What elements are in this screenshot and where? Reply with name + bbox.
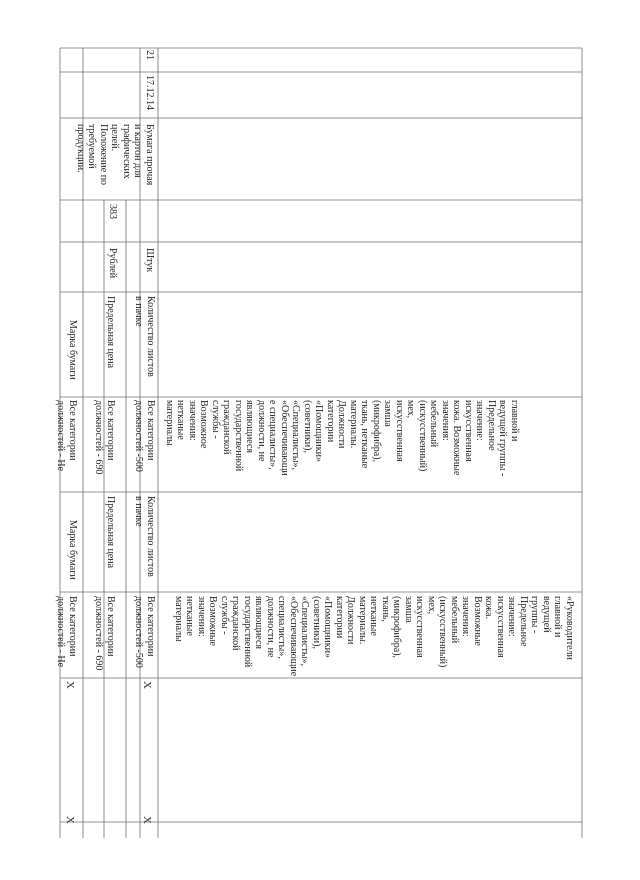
sheets-value: Все категории должностей -500 bbox=[133, 400, 156, 472]
brand-value: Все категории должностей - Не bbox=[55, 400, 78, 472]
requirement-text-a: главной и ведущей группы - Предельное значение: искусственная кожа. Возможные значения: мебельный (искусственный) мех, искусственная замша (микрофибра), ткань, нетканые материалы. Должности категории «Помощники» (советники), «Специалисты», «Обеспечивающи е специалисты», должности, не являющиеся государственной гражданской службы - Возможное значения: нетканые материалы bbox=[164, 400, 520, 477]
product-name: Бумага прочая и картон для графических целей. Положение по требуемой продукции. bbox=[75, 124, 155, 186]
cross-mark: X bbox=[141, 816, 153, 824]
cross-mark: X bbox=[64, 681, 76, 689]
brand-value-2: Все категории должностей - Не bbox=[55, 596, 78, 668]
code-value: 383 bbox=[107, 204, 118, 219]
unit-top: Штук bbox=[144, 248, 155, 273]
sheets-label: Количество листов в пачке bbox=[133, 296, 156, 377]
price-value: Все категории должностей - 690 bbox=[93, 400, 116, 475]
cross-mark: X bbox=[64, 816, 76, 824]
sheets-value-2: Все категории должностей -500 bbox=[133, 596, 156, 668]
brand-label: Марка бумаги bbox=[67, 320, 78, 380]
price-value-2: Все категории должностей - 690 bbox=[93, 596, 116, 671]
row-date: 17.12.14 bbox=[144, 75, 155, 110]
brand-label-2: Марка бумаги bbox=[67, 520, 78, 580]
sheets-label-2: Количество листов в пачке bbox=[133, 496, 156, 577]
requirement-text-b: «Руководители главной и ведущей группы - Предельное значение: искусственная кожа. Возможные значения: мебельный (искусственный) мех, искусственная замша (микрофибра), ткань, нетканые материалы. Должности категории «Помощники» (советники), «Специалисты», «Обеспечивающие специалисты», должности, не являющиеся государственной гражданской службы - Возможные значения: нетканые материалы bbox=[173, 596, 575, 677]
price-label: Предельная цена bbox=[105, 296, 116, 369]
row-number: 21 bbox=[144, 50, 155, 60]
cross-mark: X bbox=[141, 681, 153, 689]
unit-bottom: Рублей bbox=[107, 248, 118, 279]
price-label-2: Предельная цена bbox=[105, 496, 116, 569]
